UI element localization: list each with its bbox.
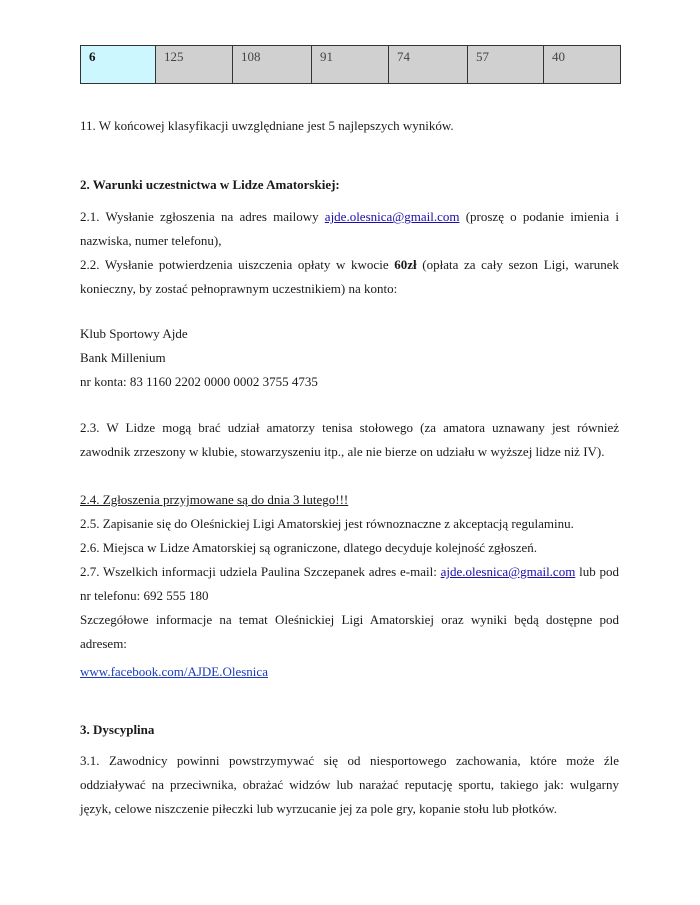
paragraph-2-7 bbox=[80, 560, 619, 608]
deadline-text: 2.4. Zgłoszenia przyjmowane są do dnia 3 lutego!!! bbox=[80, 492, 349, 507]
paragraph-2-6: 2.6. Miejsca w Lidze Amatorskiej są ograniczone, dlatego decyduje kolejność zgłoszeń. bbox=[80, 540, 538, 555]
paragraph-2-3: 2.3. W Lidze mogą brać udział amatorzy tenisa stołowego (za amatora uznawany jest również zawodnik zrzeszony w klubie, stowarzyszeniu itp., ale nie bierze on udziału w wyższej lidze niż IV). bbox=[80, 420, 619, 459]
account-bank: Bank Millenium bbox=[80, 350, 166, 365]
paragraph-text: 2.2. Wysłanie potwierdzenia uiszczenia opłaty w kwocie bbox=[80, 257, 395, 272]
section-3-heading: 3. Dyscyplina bbox=[80, 722, 155, 737]
account-number: nr konta: 83 1160 2202 0000 0002 3755 4735 bbox=[80, 374, 318, 389]
points-cell: 57 bbox=[468, 46, 544, 84]
facebook-paragraph bbox=[80, 660, 619, 684]
section-2-heading: 2. Warunki uczestnictwa w Lidze Amatorskiej: bbox=[80, 177, 340, 192]
paragraph-2-2 bbox=[80, 253, 619, 301]
paragraph-info: Szczegółowe informacje na temat Oleśnickiej Ligi Amatorskiej oraz wyniki będą dostępne pod adresem: bbox=[80, 612, 619, 651]
place-cell: 6 bbox=[81, 46, 156, 84]
paragraph-text: 2.1. Wysłanie zgłoszenia na adres mailowy bbox=[80, 209, 325, 224]
paragraph-2-5: 2.5. Zapisanie się do Oleśnickiej Ligi Amatorskiej jest równoznaczne z akceptacją regulaminu. bbox=[80, 516, 574, 531]
email-link[interactable]: ajde.olesnica@gmail.com bbox=[324, 209, 460, 224]
points-cell: 91 bbox=[312, 46, 389, 84]
points-table bbox=[80, 45, 621, 84]
account-club: Klub Sportowy Ajde bbox=[80, 326, 188, 341]
points-cell: 125 bbox=[156, 46, 233, 84]
paragraph-text: 2.7. Wszelkich informacji udziela Paulina Szczepanek adres e-mail: bbox=[80, 564, 441, 579]
rule-11: 11. W końcowej klasyfikacji uwzględniane jest 5 najlepszych wyników. bbox=[80, 118, 454, 133]
paragraph-text: lub pod nr telefonu: 692 555 180 bbox=[80, 564, 619, 603]
paragraph-3-1: 3.1. Zawodnicy powinni powstrzymywać się od niesportowego zachowania, które może źle oddziaływać na przeciwnika, obrażać widzów lub narażać reputację sportu, takiego jak: wulgarny język, celowe niszczenie piłeczki lub wyrzucanie jej za pole gry, kopanie stołu lub płotków. bbox=[80, 753, 619, 816]
paragraph-text: (proszę o podanie imienia i nazwiska, numer telefonu), bbox=[80, 209, 619, 248]
email-link[interactable]: ajde.olesnica@gmail.com bbox=[440, 564, 576, 579]
points-cell: 108 bbox=[233, 46, 312, 84]
paragraph-text: (opłata za cały sezon Ligi, warunek konieczny, by zostać pełnoprawnym uczestnikiem) na konto: bbox=[80, 257, 620, 296]
facebook-link[interactable]: www.facebook.com/AJDE.Olesnica bbox=[80, 664, 268, 679]
points-cell: 74 bbox=[389, 46, 468, 84]
paragraph-2-1 bbox=[80, 205, 619, 253]
fee-amount: 60zł bbox=[394, 257, 417, 272]
table-row bbox=[81, 46, 621, 84]
points-cell: 40 bbox=[544, 46, 621, 84]
paragraph-2-4 bbox=[80, 488, 619, 512]
